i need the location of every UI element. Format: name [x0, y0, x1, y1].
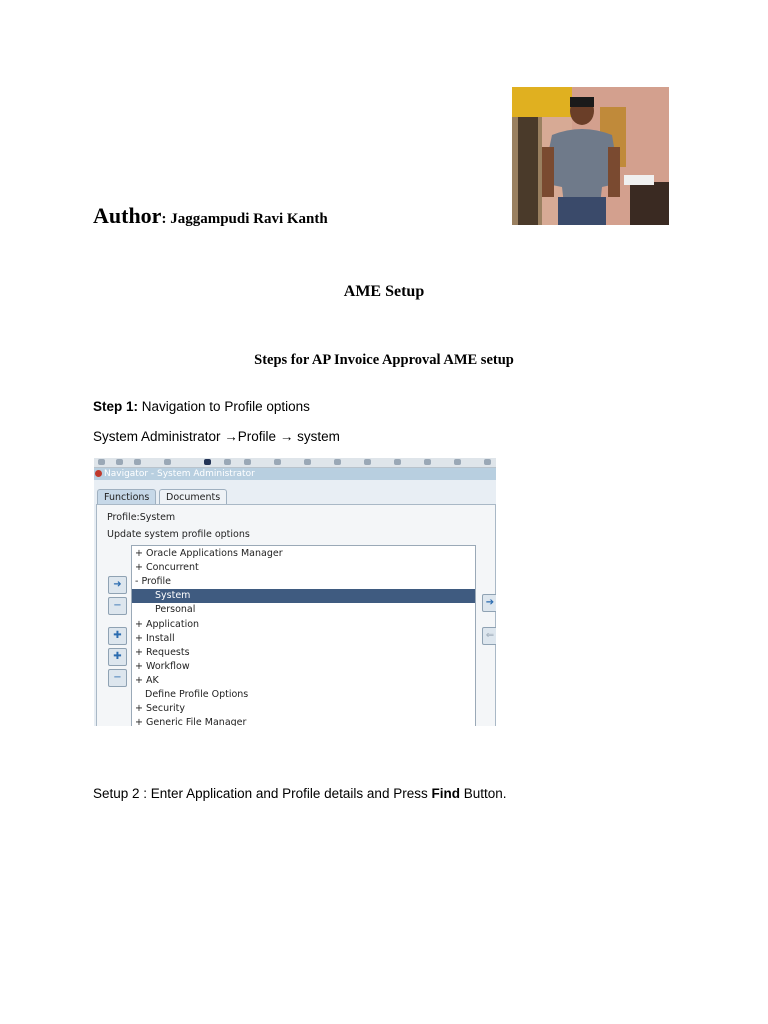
toolbar-icon[interactable] [116, 459, 123, 465]
toolbar-icon[interactable] [98, 459, 105, 465]
expand-icon[interactable]: ➜ [108, 576, 127, 594]
tree-item[interactable]: Personal [155, 604, 196, 615]
toolbar-icon[interactable] [164, 459, 171, 465]
nav-system: system [293, 429, 340, 444]
toolbar-icon[interactable] [224, 459, 231, 465]
tree-item[interactable]: - Profile [135, 576, 172, 587]
navigation-path [93, 429, 340, 444]
toolbar-icon[interactable] [204, 459, 211, 465]
expand-all-icon[interactable]: ✚ [108, 648, 127, 666]
tree-item[interactable]: Define Profile Options [145, 689, 249, 700]
tree-item[interactable]: + Application [135, 619, 200, 630]
author-photo-image [512, 87, 669, 225]
step-1-text: Navigation to Profile options [138, 399, 310, 414]
step-2-suffix: Button. [459, 786, 507, 801]
tree-item[interactable]: + Oracle Applications Manager [135, 548, 283, 559]
step-2-find: Find [431, 786, 460, 801]
toolbar-icon[interactable] [244, 459, 251, 465]
toolbar-icon[interactable] [424, 459, 431, 465]
tab-documents[interactable]: Documents [159, 489, 227, 505]
toolbar [94, 458, 496, 468]
toolbar-icon[interactable] [334, 459, 341, 465]
nav-profile: Profile [237, 429, 280, 444]
tree-item[interactable]: + Workflow [135, 661, 190, 672]
arrow-right-icon: → [279, 429, 294, 444]
toolbar-icon[interactable] [304, 459, 311, 465]
toolbar-icon[interactable] [484, 459, 491, 465]
nav-system-administrator: System Administrator [93, 429, 225, 444]
step-1 [93, 399, 310, 414]
tree-item[interactable]: + Concurrent [135, 562, 199, 573]
profile-label: Profile:System [107, 512, 176, 523]
update-label: Update system profile options [107, 529, 250, 540]
toolbar-icon[interactable] [364, 459, 371, 465]
navigator-screenshot [94, 458, 496, 726]
tree-item[interactable]: + Requests [135, 647, 190, 658]
page-title: AME Setup [343, 283, 425, 300]
step-1-prefix: Step 1: [93, 399, 139, 414]
tree-item[interactable]: + AK [135, 675, 159, 686]
oracle-logo-icon [95, 470, 102, 477]
collapse-icon[interactable]: − [108, 597, 127, 615]
tree-item[interactable]: + Generic File Manager [135, 717, 247, 726]
window-title: Navigator - System Administrator [104, 469, 255, 479]
tree-item[interactable]: + Security [135, 703, 186, 714]
author-name: : Jaggampudi Ravi Kanth [161, 211, 328, 227]
toolbar-icon[interactable] [394, 459, 401, 465]
open-arrow-icon[interactable]: ➔ [482, 594, 496, 612]
back-arrow-icon[interactable]: ⇐ [482, 627, 496, 645]
window-titlebar [94, 468, 496, 480]
toolbar-icon[interactable] [134, 459, 141, 465]
toolbar-icon[interactable] [274, 459, 281, 465]
step-2-text: Setup 2 : Enter Application and Profile details and Press [93, 786, 432, 801]
author-line [93, 203, 328, 229]
tab-functions[interactable]: Functions [97, 489, 156, 505]
collapse-all-icon[interactable]: − [108, 669, 127, 687]
arrow-right-icon: → [224, 429, 238, 444]
expand-branch-icon[interactable]: ✚ [108, 627, 127, 645]
step-2 [93, 786, 507, 801]
tree-item-selected[interactable]: System [132, 589, 475, 603]
author-label: Author [93, 203, 162, 228]
toolbar-icon[interactable] [454, 459, 461, 465]
tree-item[interactable]: + Install [135, 633, 175, 644]
page-subtitle: Steps for AP Invoice Approval AME setup [254, 352, 514, 368]
author-photo [512, 87, 669, 225]
navigator-tree[interactable] [131, 545, 476, 726]
